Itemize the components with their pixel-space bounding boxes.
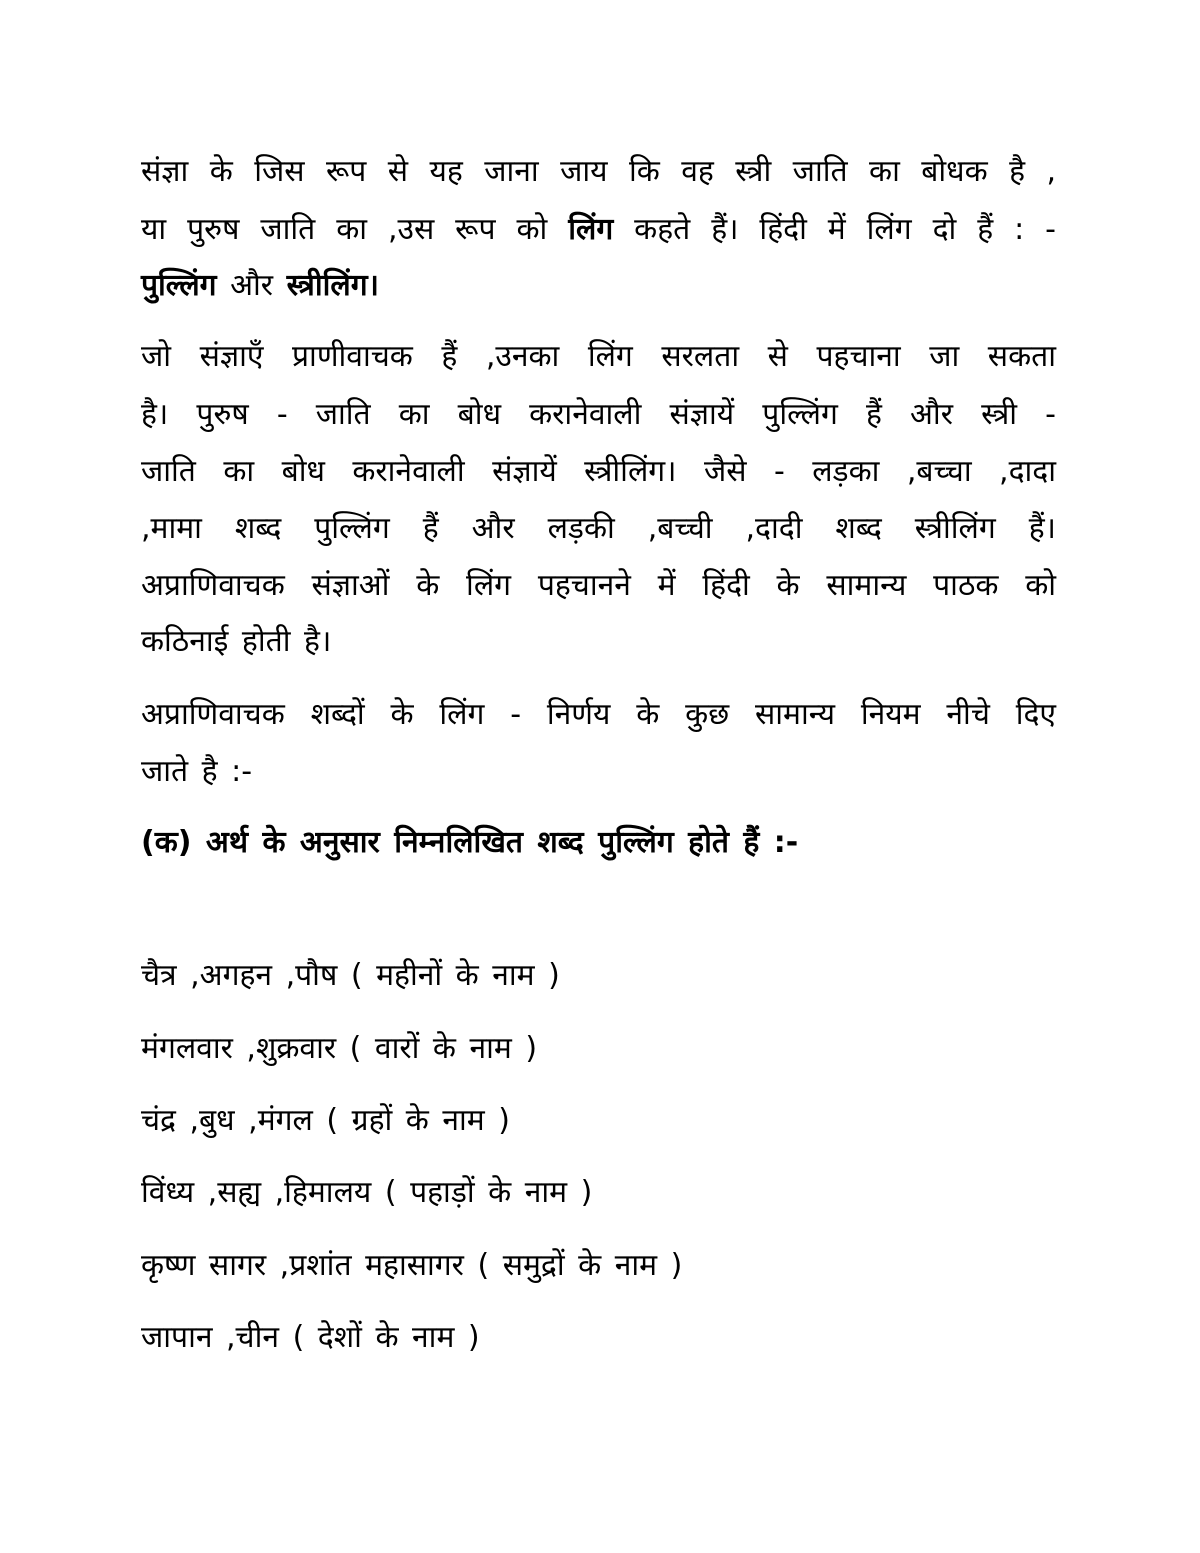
section-heading xyxy=(141,823,798,863)
heading-text: (क) अर्थ के अनुसार निम्नलिखित शब्द पुल्लिंग होते हैं :- xyxy=(141,825,799,860)
list-item: कृष्ण सागर ,प्रशांत महासागर ( समुद्रों के नाम ) xyxy=(141,1248,683,1283)
list-item: जापान ,चीन ( देशों के नाम ) xyxy=(141,1320,480,1355)
text-segment: कहते हैं। हिंदी में लिंग दो हैं : - xyxy=(613,212,1056,247)
text-segment: या पुरुष जाति का ,उस रूप को xyxy=(141,212,569,247)
paragraph-2-line-1: जो संज्ञाऍं प्राणीवाचक हैं ,उनका लिंग सरलता से पहचाना जा सकता xyxy=(141,339,1056,374)
bold-term-pulling: पुल्लिंग xyxy=(141,268,217,303)
paragraph-2-line-2: है। पुरुष - जाति का बोध करानेवाली संज्ञायें पुल्लिंग हैं और स्त्री - xyxy=(141,397,1056,432)
list-item: चंद्र ,बुध ,मंगल ( ग्रहों के नाम ) xyxy=(141,1103,510,1138)
paragraph-2-line-4: ,मामा शब्द पुल्लिंग हैं और लड़की ,बच्ची ,दादी शब्द स्त्रीलिंग हैं। xyxy=(141,511,1056,546)
document-page xyxy=(141,0,1061,1553)
paragraph-2-line-5: अप्राणिवाचक संज्ञाओं के लिंग पहचानने में हिंदी के सामान्य पाठक को xyxy=(141,568,1056,603)
paragraph-3-line-2: जाते है :- xyxy=(141,754,253,789)
list-item: विंध्य ,सह्य ,हिमालय ( पहाड़ों के नाम ) xyxy=(141,1175,593,1210)
text-segment: और xyxy=(216,268,287,303)
bold-term-ling: लिंग xyxy=(568,212,614,247)
paragraph-2-line-6: कठिनाई होती है। xyxy=(141,624,332,659)
list-item: चैत्र ,अगहन ,पौष ( महीनों के नाम ) xyxy=(141,958,560,993)
bold-term-striling: स्त्रीलिंग। xyxy=(286,268,379,303)
paragraph-1-line-2 xyxy=(141,210,1056,250)
list-item: मंगलवार ,शुक्रवार ( वारों के नाम ) xyxy=(141,1031,538,1066)
paragraph-3-line-1: अप्राणिवाचक शब्दों के लिंग - निर्णय के कुछ सामान्य नियम नीचे दिए xyxy=(141,697,1056,732)
paragraph-1-line-1: संज्ञा के जिस रूप से यह जाना जाय कि वह स्त्री जाति का बोधक है , xyxy=(141,154,1056,189)
paragraph-1-line-3 xyxy=(141,266,379,306)
paragraph-2-line-3: जाति का बोध करानेवाली संज्ञायें स्त्रीलिंग। जैसे - लड़का ,बच्चा ,दादा xyxy=(141,454,1056,489)
